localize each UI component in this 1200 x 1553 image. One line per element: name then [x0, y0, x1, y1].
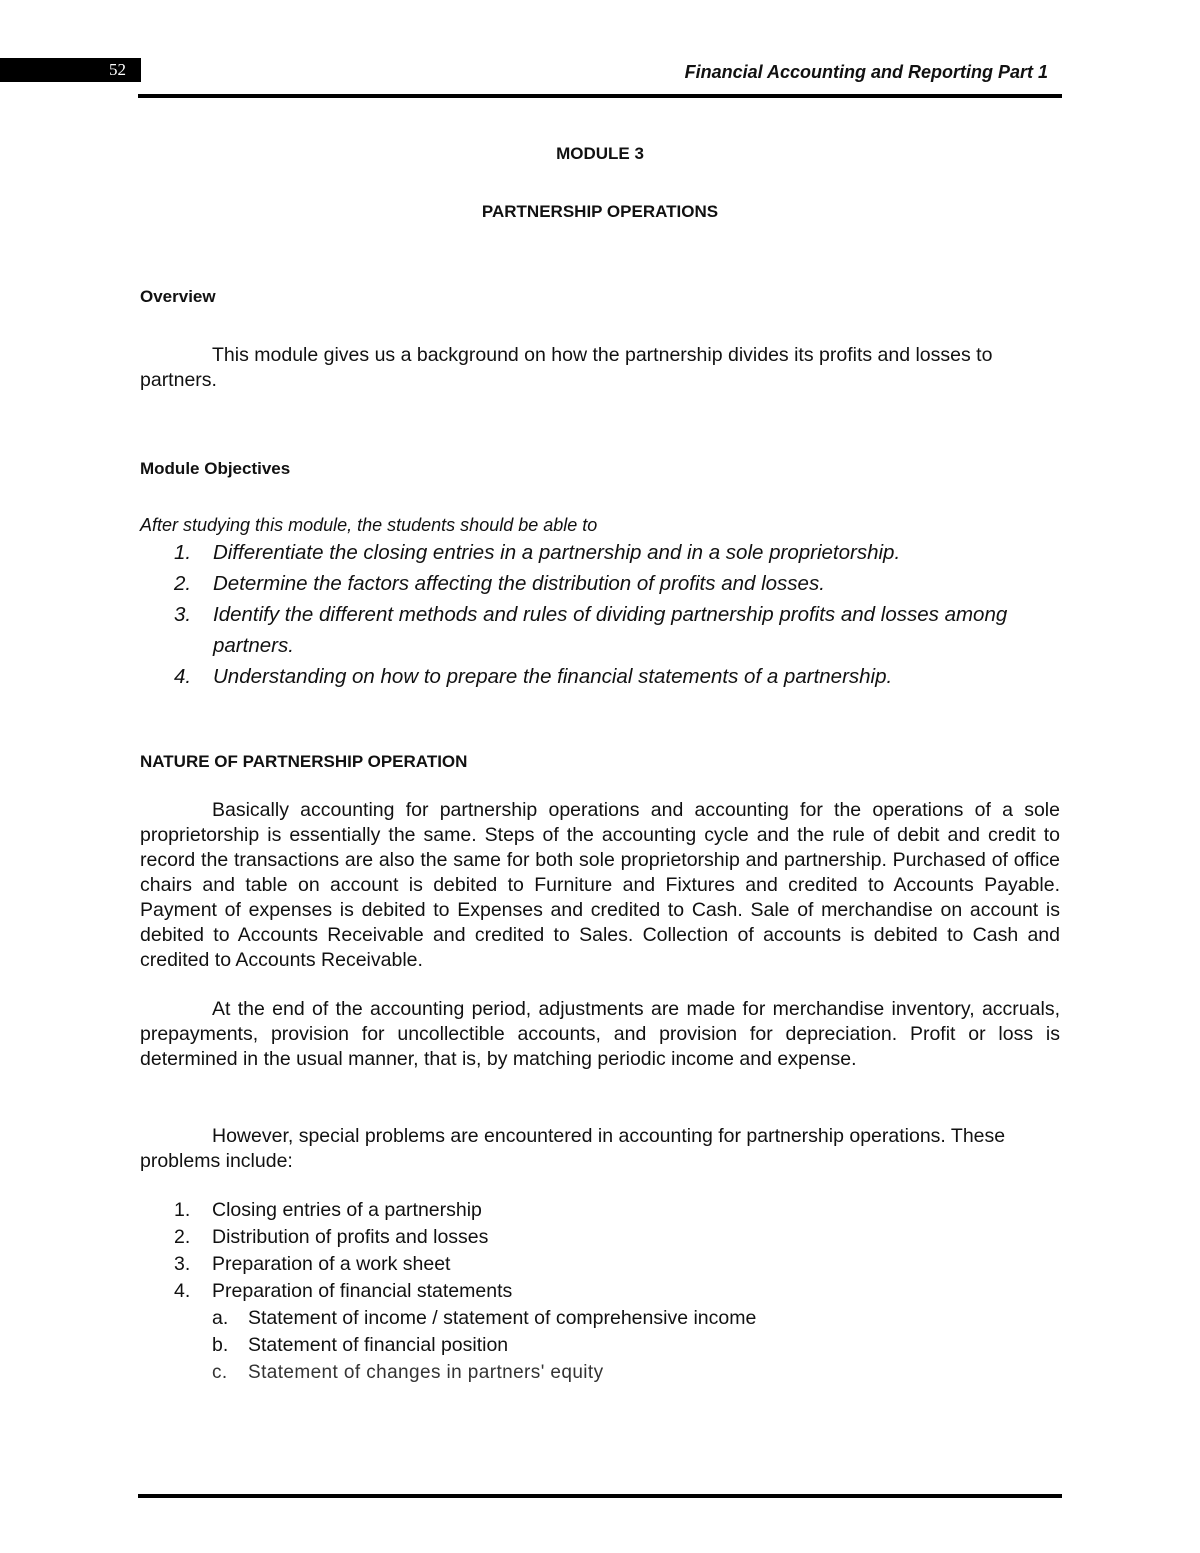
page-number-tab [0, 58, 141, 82]
nature-paragraph-1: Basically accounting for partnership operations and accounting for the operations of a sole proprietorship is essentially the same. Steps of the accounting cycle and the rule of debit and credit to record the transactions are also the same for both sole proprietorship and partnership. Purchased of office chairs and table on account is debited to Furniture and Fixtures and credited to Accounts Payable. Payment of expenses is debited to Expenses and credited to Cash. Sale of merchandise on account is debited to Accounts Receivable and credited to Sales. Collection of accounts is debited to Cash and credited to Accounts Receivable. [140, 799, 1060, 971]
footer-rule [138, 1494, 1062, 1498]
problem-text: Distribution of profits and losses [212, 1226, 489, 1248]
statement-item [212, 1359, 1060, 1386]
header-rule [138, 94, 1062, 98]
objectives-list [140, 537, 1080, 692]
page-number: 52 [109, 60, 126, 79]
objective-item [140, 661, 1080, 692]
overview-heading: Overview [140, 287, 216, 306]
financial-statements-sublist [212, 1305, 1060, 1386]
objectives-heading: Module Objectives [140, 459, 291, 478]
objective-item [140, 599, 1080, 661]
problem-text: Preparation of financial statements [212, 1280, 513, 1302]
objective-text: Differentiate the closing entries in a partnership and in a sole proprietorship. [213, 541, 901, 564]
module-topic-title: PARTNERSHIP OPERATIONS [481, 202, 719, 221]
problem-item [140, 1197, 1060, 1224]
problem-text: Closing entries of a partnership [212, 1199, 482, 1221]
objective-item [140, 537, 1080, 568]
statement-text: Statement of income / statement of comprehensive income [248, 1307, 757, 1329]
problem-number: 2. [174, 1226, 191, 1248]
objective-text: Determine the factors affecting the distribution of profits and losses. [213, 572, 825, 595]
objectives-lead: After studying this module, the students should be able to [140, 515, 598, 535]
objective-text: Identify the different methods and rules of dividing partnership profits and losses among partners. [213, 603, 1008, 657]
problem-number: 4. [174, 1280, 191, 1302]
running-title: Financial Accounting and Reporting Part 1 [684, 62, 1048, 82]
objective-number: 4. [174, 665, 192, 688]
statement-letter: c. [212, 1362, 228, 1383]
objective-number: 2. [174, 572, 192, 595]
statement-text: Statement of financial position [248, 1334, 509, 1356]
problem-number: 1. [174, 1199, 191, 1221]
module-title: MODULE 3 [556, 144, 644, 163]
statement-item [212, 1305, 1060, 1332]
objective-number: 3. [174, 603, 192, 626]
objective-text: Understanding on how to prepare the financial statements of a partnership. [213, 665, 893, 688]
problem-number: 3. [174, 1253, 191, 1275]
overview-paragraph: This module gives us a background on how the partnership divides its profits and losses to partners. [140, 344, 993, 391]
problem-item [140, 1251, 1060, 1278]
nature-paragraph-2: At the end of the accounting period, adjustments are made for merchandise inventory, accruals, prepayments, provision for uncollectible accounts, and provision for depreciation. Profit or loss is determined in the usual manner, that is, by matching periodic income and expense. [140, 998, 1060, 1070]
problem-item [140, 1224, 1060, 1251]
statement-letter: a. [212, 1307, 229, 1329]
problem-item [140, 1278, 1060, 1386]
nature-paragraph-3: However, special problems are encountered in accounting for partnership operations. These problems include: [140, 1125, 1006, 1172]
objective-item [140, 568, 1080, 599]
statement-text: Statement of changes in partners' equity [248, 1362, 604, 1383]
statement-item [212, 1332, 1060, 1359]
objective-number: 1. [174, 541, 192, 564]
nature-heading: NATURE OF PARTNERSHIP OPERATION [140, 752, 468, 771]
problems-list [140, 1197, 1060, 1386]
problem-text: Preparation of a work sheet [212, 1253, 451, 1275]
statement-letter: b. [212, 1334, 229, 1356]
